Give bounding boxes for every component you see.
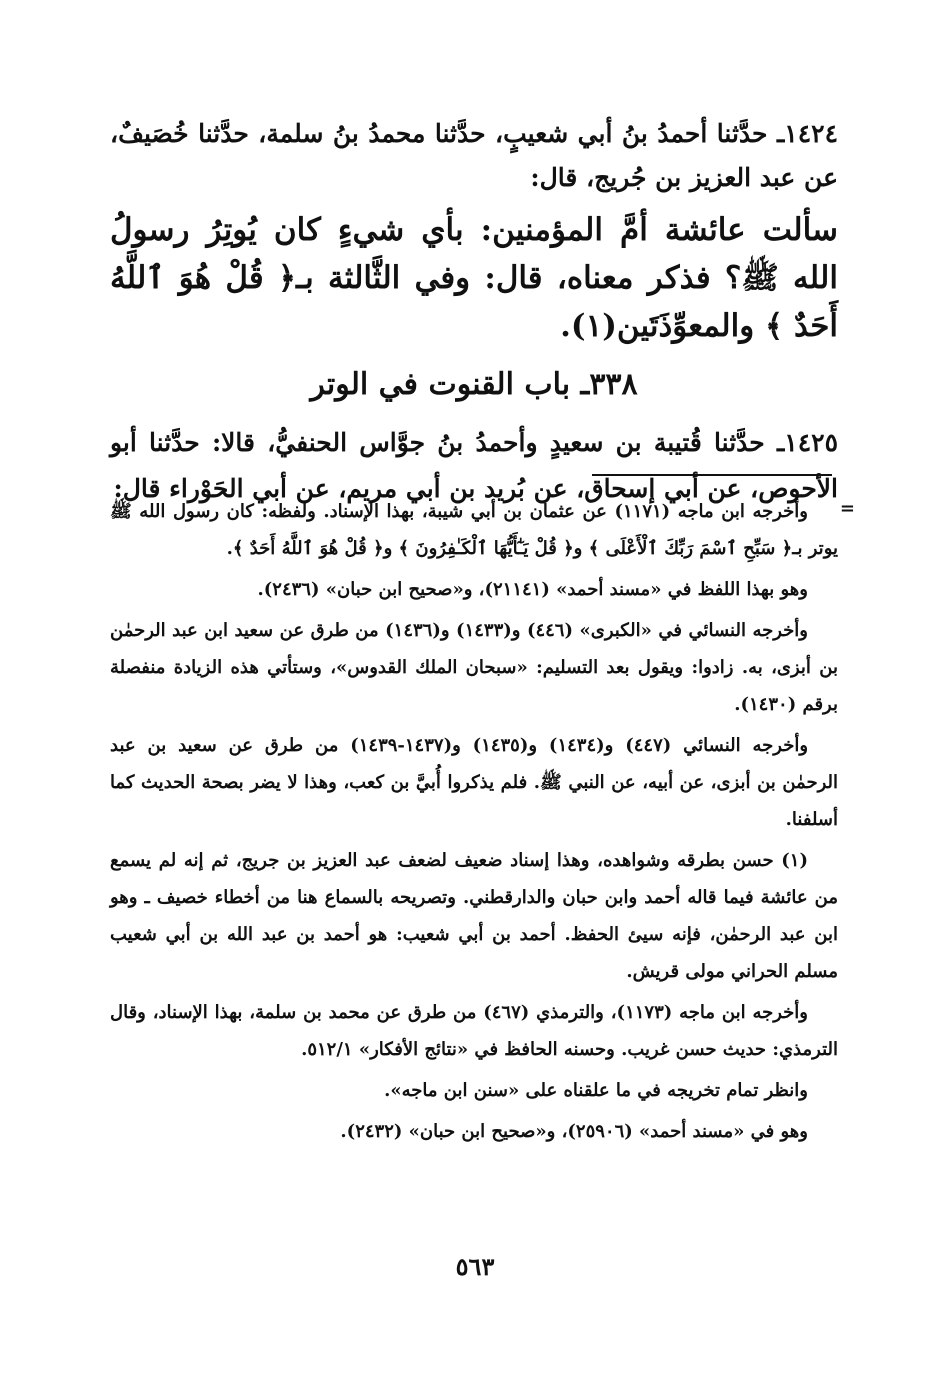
- footnote-paragraph: وانظر تمام تخريجه في ما علقناه على «سنن ابن ماجه».: [384, 1080, 808, 1101]
- footnote-paragraph: (١) حسن بطرقه وشواهده، وهذا إسناد ضعيف لضعف عبد العزيز بن جريج، ثم إنه لم يسمع من عائشة فيما قاله أحمد وابن حبان والدارقطني. وتصريحه بالسماع هنا من أخطاء خصيف ـ وهو ابن عبد الرحمٰن، فإنه سيئ الحفظ. أحمد بن أبي شعيب: هو أحمد بن عبد الله بن أبي شعيب مسلم الحراني مولى قريش.: [110, 850, 838, 982]
- footnote-paragraph: وأخرجه ابن ماجه (١١٧١) عن عثمان بن أبي شيبة، بهذا الإسناد. ولفظه: كان رسول الله ﷺ يوتر بـ﴿ سَبِّحِ ٱسْمَ رَبِّكَ ٱلْأَعْلَى ﴾ و﴿ قُلْ يَـٰٓأَيُّهَا ٱلْكَـٰفِرُونَ ﴾ و﴿ قُلْ هُوَ ٱللَّهُ أَحَدٌ ﴾.: [110, 501, 838, 559]
- hadith-1424-matn: سألت عائشة أمَّ المؤمنين: بأي شيءٍ كان يُوتِرُ رسولُ الله ﷺ؟ فذكر معناه، قال: وفي الثَّالثة بـ﴿ قُلْ هُوَ ٱللَّهُ أَحَدٌ ﴾ والمعوِّذَتَين(١).: [110, 212, 838, 344]
- page-number: ٥٦٣: [455, 1252, 495, 1281]
- footnote-paragraph: وأخرجه ابن ماجه (١١٧٣)، والترمذي (٤٦٧) من طرق عن محمد بن سلمة، بهذا الإسناد، وقال الترمذي: حديث حسن غريب. وحسنه الحافظ في «نتائج الأفكار» ٥١٢/١.: [110, 1002, 838, 1060]
- footnote-paragraph: وأخرجه النسائي (٤٤٧) و(١٤٣٤) و(١٤٣٥) و(١٤٣٧-١٤٣٩) من طرق عن سعيد بن عبد الرحمٰن بن أبزى، عن أبيه، عن النبي ﷺ. فلم يذكروا أُبيَّ بن كعب، وهذا لا يضر بصحة الحديث كما أسلفنا.: [110, 735, 838, 830]
- main-text: [110, 112, 838, 512]
- footnote-divider: [592, 474, 832, 476]
- footnote-paragraph: وأخرجه النسائي في «الكبرى» (٤٤٦) و(١٤٣٣) و(١٤٣٦) من طرق عن سعيد ابن عبد الرحمٰن بن أبزى، به. زادوا: ويقول بعد التسليم: «سبحان الملك القدوس»، وستأتي هذه الزيادة منفصلة برقم (١٤٣٠).: [110, 620, 838, 715]
- footnote-continuation-mark: =: [839, 498, 855, 519]
- hadith-1424-isnad: ١٤٢٤ـ حدَّثنا أحمدُ بنُ أبي شعيبٍ، حدَّثنا محمدُ بنُ سلمة، حدَّثنا خُصَيفٌ، عن عبد العزيز بن جُريج، قال:: [110, 119, 838, 192]
- footnotes: [110, 493, 838, 1154]
- footnote-paragraph: وهو في «مسند أحمد» (٢٥٩٠٦)، و«صحيح ابن حبان» (٢٤٣٢).: [340, 1121, 808, 1142]
- footnote-paragraph: وهو بهذا اللفظ في «مسند أحمد» (٢١١٤١)، و«صحيح ابن حبان» (٢٤٣٦).: [257, 579, 808, 600]
- hadith-1425-text: ١٤٢٥ـ حدَّثنا قُتيبة بن سعيدٍ وأحمدُ بنُ جوَّاس الحنفيُّ، قالا: حدَّثنا أبو الأحوص، عن أبي إسحاق، عن بُريد بن أبي مريم، عن أبي الحَوْراء قال:: [110, 428, 838, 503]
- chapter-title: ٣٣٨ـ باب القنوت في الوتر: [310, 367, 638, 402]
